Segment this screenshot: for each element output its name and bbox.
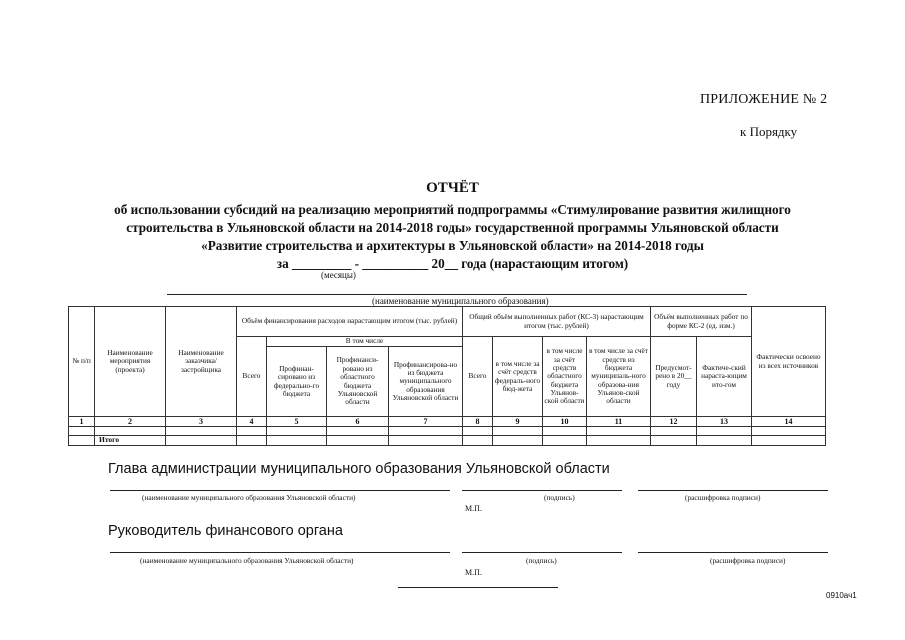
municipality-name-line bbox=[167, 294, 747, 295]
col-header-works-municipal: в том числе за счёт средств из бюджета муниципаль-ного образова-ния Ульянов-ской области bbox=[587, 337, 651, 417]
column-number: 5 bbox=[267, 417, 327, 427]
col-header-volume-group: Объём выполненных работ по форме КС-2 (ед. изм.) bbox=[651, 307, 752, 337]
name-line bbox=[110, 490, 450, 491]
head-of-administration-title: Глава администрации муниципального образования Ульяновской области bbox=[108, 461, 610, 477]
column-number: 1 bbox=[69, 417, 95, 427]
col-header-in-that-number: В том числе bbox=[267, 337, 463, 347]
decode-caption: (расшифровка подписи) bbox=[710, 556, 786, 565]
report-subtitle-line-1: об использовании субсидий на реализацию мероприятий подпрограммы «Стимулирование развития жилищного bbox=[114, 202, 791, 217]
col-header-actual: Фактически освоено из всех источников bbox=[752, 307, 826, 417]
col-header-planned: Предусмот-рено в 20__ году bbox=[651, 337, 697, 417]
decode-line bbox=[638, 490, 828, 491]
period-caption: (месяцы) bbox=[321, 270, 356, 280]
column-number: 8 bbox=[463, 417, 493, 427]
municipality-caption: (наименование муниципального образования) bbox=[372, 296, 549, 306]
decode-line bbox=[638, 552, 828, 553]
report-subtitle-line-3: «Развитие строительства и архитектуры в Ульяновской области» на 2014-2018 годы bbox=[201, 238, 704, 253]
signature-caption: (подпись) bbox=[544, 493, 575, 502]
total-row bbox=[69, 436, 826, 446]
signature-line bbox=[462, 552, 622, 553]
col-header-event: Наименование мероприятия (проекта) bbox=[95, 307, 166, 417]
column-number: 7 bbox=[389, 417, 463, 427]
signature-line bbox=[462, 490, 622, 491]
col-header-no: № п/п bbox=[69, 307, 95, 417]
stamp-place-label: М.П. bbox=[465, 504, 482, 513]
col-header-fin-regional: Профинанси-ровано из областного бюджета Ульяновской области bbox=[327, 347, 389, 417]
name-caption: (наименование муниципального образования Ульяновской области) bbox=[142, 493, 356, 502]
appendix-label: ПРИЛОЖЕНИЕ № 2 bbox=[700, 92, 828, 107]
col-header-works-regional: в том числе за счёт средств областного бюджета Ульянов-ской области bbox=[543, 337, 587, 417]
stamp-place-label: М.П. bbox=[465, 568, 482, 577]
column-number: 13 bbox=[697, 417, 752, 427]
column-number: 3 bbox=[166, 417, 237, 427]
column-number: 10 bbox=[543, 417, 587, 427]
document-code: 0910ач1 bbox=[826, 591, 857, 600]
report-table bbox=[68, 306, 826, 446]
column-number: 12 bbox=[651, 417, 697, 427]
bottom-rule bbox=[398, 587, 558, 588]
table-row bbox=[69, 427, 826, 436]
col-header-fin-municipal: Профинансирова-но из бюджета муниципального образования Ульяновской области bbox=[389, 347, 463, 417]
decode-caption: (расшифровка подписи) bbox=[685, 493, 761, 502]
col-header-works-federal: в том числе за счёт средств федераль-ного бюд-жета bbox=[493, 337, 543, 417]
name-caption: (наименование муниципального образования Ульяновской области) bbox=[140, 556, 354, 565]
name-line bbox=[110, 552, 450, 553]
column-number: 14 bbox=[752, 417, 826, 427]
order-reference: к Порядку bbox=[740, 124, 798, 139]
total-row-label: Итого bbox=[95, 436, 166, 446]
column-number: 9 bbox=[493, 417, 543, 427]
col-header-financing-group: Объём финансирования расходов нарастающим итогом (тыс. рублей) bbox=[237, 307, 463, 337]
col-header-actual-to-date: Фактиче-ский нараста-ющим ито-гом bbox=[697, 337, 752, 417]
column-number-row bbox=[69, 417, 826, 427]
signature-caption: (подпись) bbox=[526, 556, 557, 565]
column-number: 11 bbox=[587, 417, 651, 427]
column-number: 4 bbox=[237, 417, 267, 427]
col-header-works-group: Общий объём выполненных работ (КС-3) нарастающим итогом (тыс. рублей) bbox=[463, 307, 651, 337]
column-number: 6 bbox=[327, 417, 389, 427]
col-header-fin-federal: Профинан-сировано из федерально-го бюджета bbox=[267, 347, 327, 417]
col-header-customer: Наименование заказчика/ застройщика bbox=[166, 307, 237, 417]
column-number: 2 bbox=[95, 417, 166, 427]
report-period: за _________ - __________ 20__ года (нарастающим итогом) bbox=[276, 256, 629, 271]
col-header-fin-total: Всего bbox=[237, 337, 267, 417]
finance-head-title: Руководитель финансового органа bbox=[108, 523, 343, 539]
report-subtitle-line-2: строительства в Ульяновской области на 2014-2018 годы» государственной программы Ульяновской области bbox=[126, 220, 779, 235]
report-title: ОТЧЁТ bbox=[426, 180, 479, 196]
col-header-works-total: Всего bbox=[463, 337, 493, 417]
